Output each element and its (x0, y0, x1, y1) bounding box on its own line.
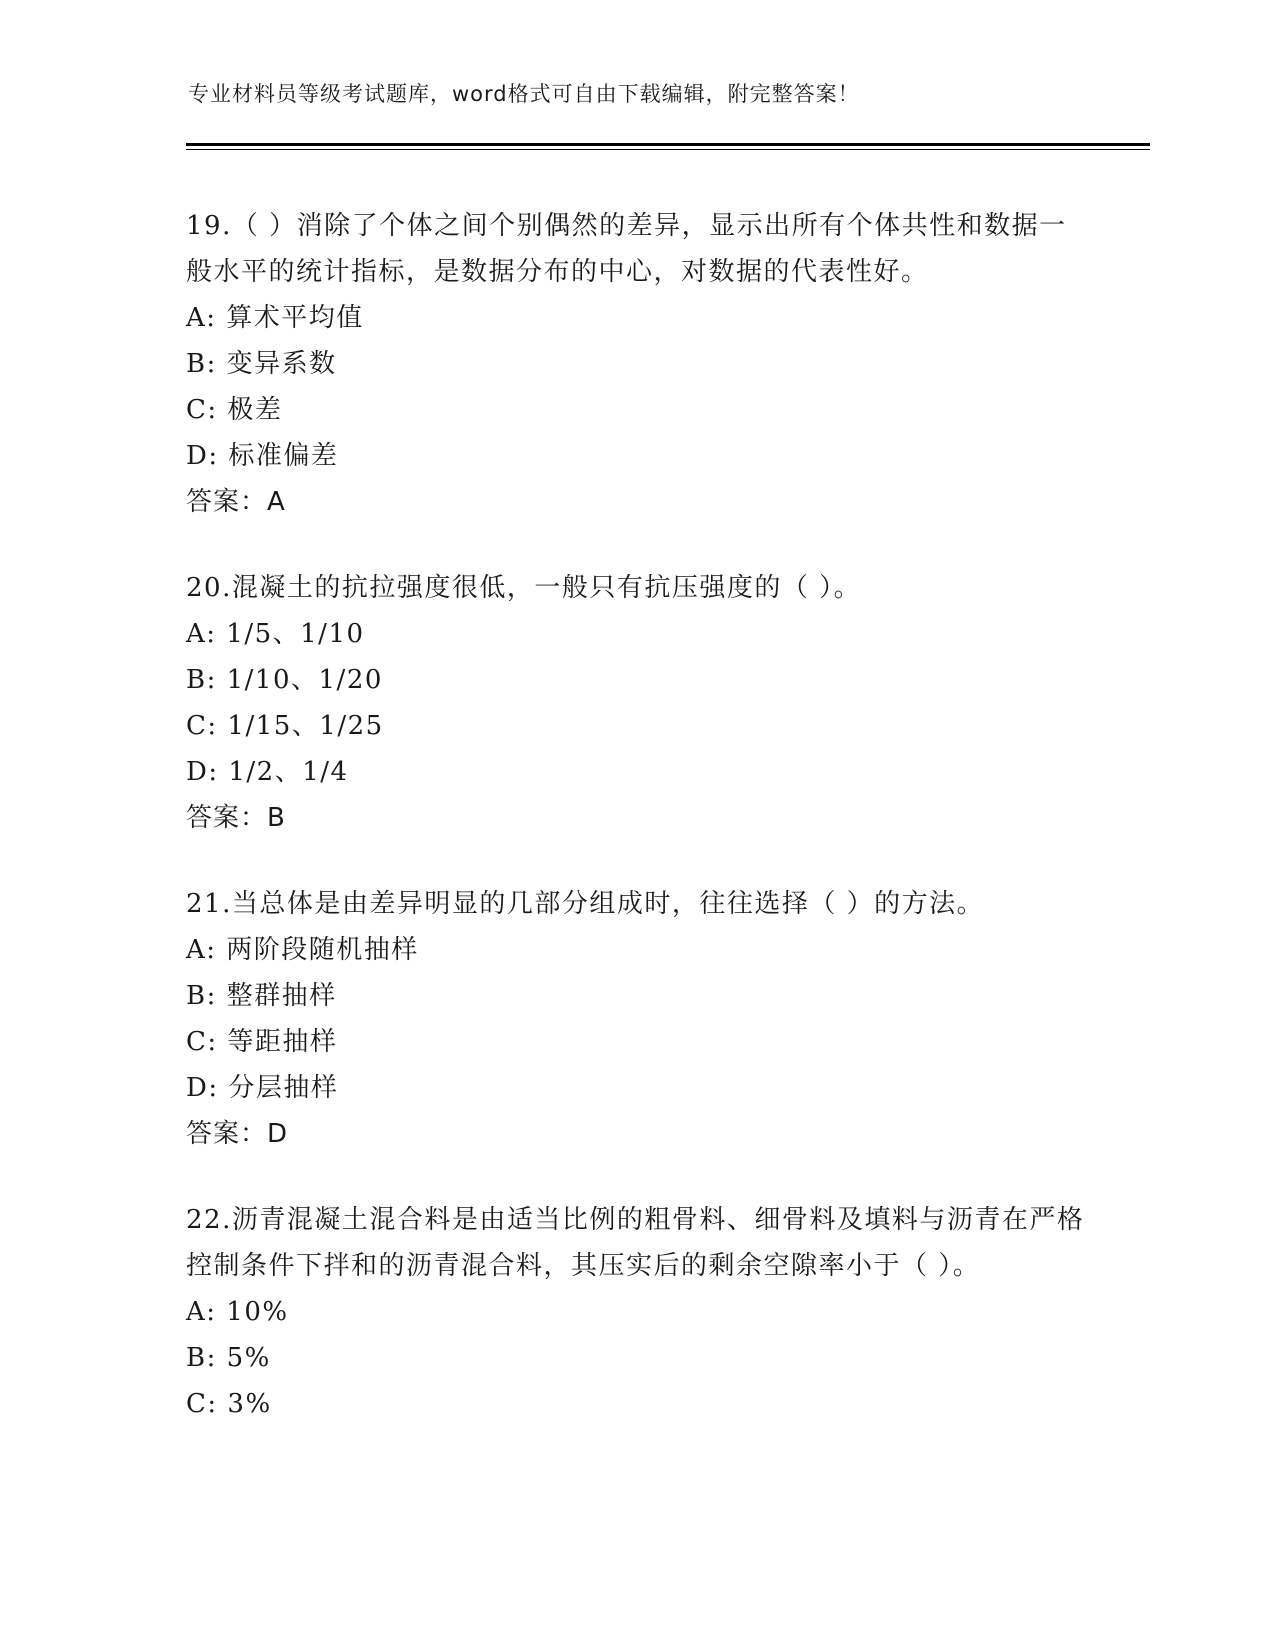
question-21 (186, 881, 1086, 1157)
option-d: D: 1/2、1/4 (186, 757, 349, 787)
question-list (186, 203, 1086, 1467)
option-d: D: 分层抽样 (186, 1073, 339, 1103)
option-b: B: 5% (186, 1343, 271, 1373)
question-stem: 21.当总体是由差异明显的几部分组成时，往往选择（ ）的方法。 (186, 889, 985, 919)
header-divider-thick (186, 143, 1150, 146)
option-a: A: 算术平均值 (186, 303, 364, 333)
option-d: D: 标准偏差 (186, 441, 339, 471)
answer: 答案：D (186, 1119, 289, 1149)
option-b: B: 1/10、1/20 (186, 665, 383, 695)
option-c: C: 等距抽样 (186, 1027, 338, 1057)
question-20 (186, 565, 1086, 841)
page-header: 专业材料员等级考试题库，word格式可自由下载编辑，附完整答案！ (188, 82, 860, 106)
answer: 答案：B (186, 803, 286, 833)
option-a: A: 1/5、1/10 (186, 619, 365, 649)
question-stem: 20.混凝土的抗拉强度很低，一般只有抗压强度的（ ）。 (186, 573, 862, 603)
question-22 (186, 1197, 1086, 1427)
answer: 答案：A (186, 487, 286, 517)
option-b: B: 变异系数 (186, 349, 337, 379)
option-c: C: 极差 (186, 395, 283, 425)
option-b: B: 整群抽样 (186, 981, 337, 1011)
question-19 (186, 203, 1086, 525)
option-c: C: 1/15、1/25 (186, 711, 384, 741)
option-a: A: 两阶段随机抽样 (186, 935, 419, 965)
question-stem: 19.（ ）消除了个体之间个别偶然的差异，显示出所有个体共性和数据一般水平的统计指标，是数据分布的中心，对数据的代表性好。 (186, 211, 1067, 287)
option-a: A: 10% (186, 1297, 289, 1327)
header-divider-thin (186, 149, 1150, 150)
option-c: C: 3% (186, 1389, 272, 1419)
question-stem: 22.沥青混凝土混合料是由适当比例的粗骨料、细骨料及填料与沥青在严格控制条件下拌和的沥青混合料，其压实后的剩余空隙率小于（ ）。 (186, 1205, 1085, 1281)
